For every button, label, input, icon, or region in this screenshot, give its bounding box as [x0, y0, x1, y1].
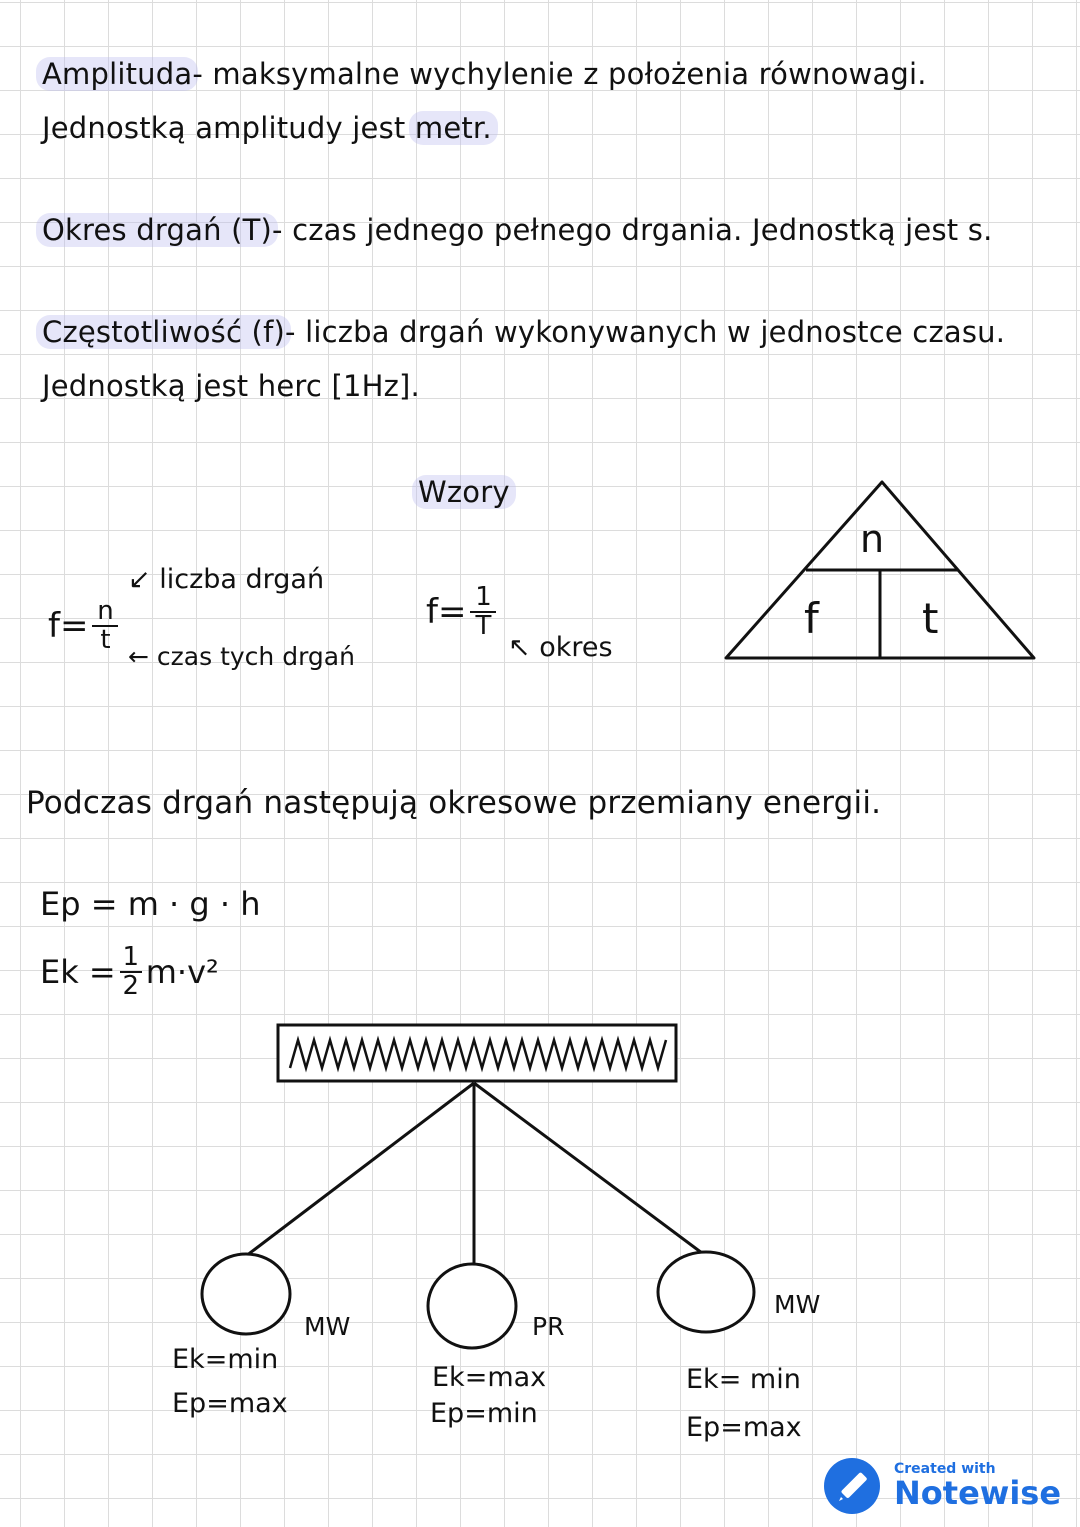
ek-denominator: 2 [122, 971, 139, 1002]
amplitude-unit-text: Jednostką amplitudy jest [42, 111, 415, 145]
formula-1-denominator: t [100, 625, 111, 656]
period-text: - czas jednego pełnego drgania. Jednostką jest s. [272, 213, 993, 247]
formulas-title-text: Wzory [412, 475, 516, 509]
formula-1-num-note-text: liczba drgań [159, 564, 325, 595]
formula-1-lhs: f= [48, 606, 89, 647]
formula-2-den-note-text: okres [539, 632, 613, 663]
ek-rest: m·v² [145, 953, 219, 992]
formula-triangle [726, 482, 1034, 658]
triangle-top-n: n [860, 517, 885, 561]
potential-energy-formula: Ep = m · g · h [40, 885, 261, 923]
pendulum-strings [246, 1083, 706, 1264]
period-term: Okres drgań (T) [36, 213, 278, 247]
bob-center [428, 1264, 516, 1348]
center-ep: Ep=min [430, 1398, 538, 1429]
string-left [246, 1083, 474, 1256]
right-ek: Ek= min [686, 1364, 801, 1395]
right-ep: Ep=max [686, 1412, 802, 1443]
pencil-icon [824, 1458, 880, 1514]
amplitude-unit-highlight: metr. [409, 111, 498, 145]
center-ek: Ek=max [432, 1362, 547, 1393]
arrow-icon: ↙ [128, 564, 160, 595]
arrow-icon: ↖ [508, 632, 540, 663]
arrow-icon: ← [128, 642, 157, 671]
left-ep: Ep=max [172, 1388, 288, 1419]
right-position-tag: MW [774, 1290, 821, 1319]
amplitude-term: Amplituda [36, 57, 198, 91]
frequency-term: Częstotliwość (f) [36, 315, 291, 349]
bob-right [658, 1252, 754, 1332]
badge-texts [894, 1461, 1061, 1511]
frequency-text: - liczba drgań wykonywanych w jednostce czasu. [285, 315, 1006, 349]
pendulum-bobs [202, 1252, 754, 1348]
ek-numerator: 1 [122, 942, 139, 972]
triangle-left-f: f [804, 594, 819, 643]
bob-left [202, 1254, 290, 1334]
formula-2-denominator: T [475, 611, 492, 642]
badge-brand-text: Notewise [894, 1474, 1062, 1513]
ek-fraction [120, 944, 142, 1001]
kinetic-energy-formula [40, 944, 219, 1001]
energy-heading: Podczas drgań następują okresowe przemiany energii. [26, 785, 882, 821]
amplitude-text: - maksymalne wychylenie z położenia równowagi. [192, 57, 927, 91]
formula-1-numerator: n [97, 596, 114, 626]
ek-lhs: Ek = [40, 953, 116, 992]
frequency-unit: Jednostką jest herc [1Hz]. [42, 369, 420, 403]
formula-2-lhs: f= [426, 592, 467, 633]
triangle-right-t: t [922, 594, 939, 643]
formula-2-numerator: 1 [475, 582, 492, 612]
left-ek: Ek=min [172, 1344, 279, 1375]
badge-created-text: Created with [894, 1461, 996, 1478]
center-position-tag: PR [532, 1312, 565, 1341]
notewise-badge [824, 1458, 1061, 1514]
left-position-tag: MW [304, 1312, 351, 1341]
string-right [474, 1083, 706, 1256]
formula-1-den-note-text: czas tych drgań [156, 642, 355, 671]
